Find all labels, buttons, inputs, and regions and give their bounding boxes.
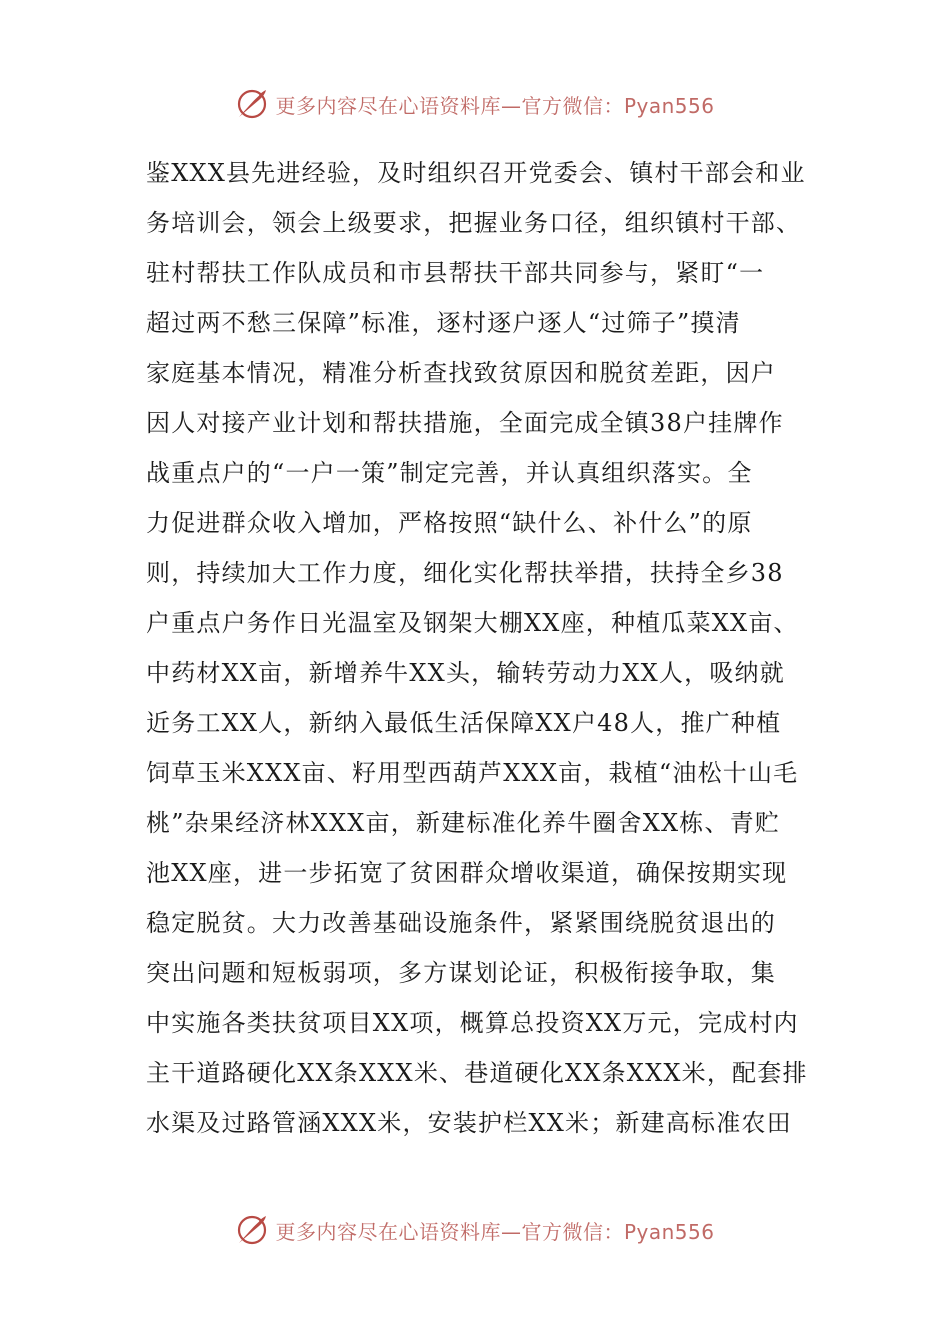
feather-pen-circle-icon (235, 1213, 269, 1247)
feather-pen-circle-icon (235, 87, 269, 121)
header-banner-text: 更多内容尽在心语资料库—官方微信：Pyan556 (275, 93, 715, 118)
text-line: 池XX座，进一步拓宽了贫困群众增收渠道，确保按期实现 (146, 859, 788, 887)
text-line: 水渠及过路管涵XXX米，安装护栏XX米；新建高标准农田 (146, 1109, 792, 1137)
text-line: 中实施各类扶贫项目XX项，概算总投资XX万元，完成村内 (146, 1009, 799, 1037)
text-line: 近务工XX人，新纳入最低生活保障XX户48人，推广种植 (146, 709, 782, 737)
text-line: 超过两不愁三保障”标准，逐村逐户逐人“过筛子”摸清 (146, 309, 741, 337)
text-line: 务培训会，领会上级要求，把握业务口径，组织镇村干部、 (146, 209, 802, 237)
text-line: 则，持续加大工作力度，细化实化帮扶举措，扶持全乡38 (146, 559, 784, 587)
header-watermark-banner (0, 84, 950, 124)
document-body (146, 148, 810, 1148)
text-line: 战重点户的“一户一策”制定完善，并认真组织落实。全 (146, 459, 753, 487)
text-line: 因人对接产业计划和帮扶措施，全面完成全镇38户挂牌作 (146, 409, 784, 437)
text-line: 鉴XXX县先进经验，及时组织召开党委会、镇村干部会和业 (146, 159, 806, 187)
text-line: 中药材XX亩，新增养牛XX头，输转劳动力XX人，吸纳就 (146, 659, 785, 687)
text-line: 户重点户务作日光温室及钢架大棚XX座，种植瓜菜XX亩、 (146, 609, 799, 637)
text-line: 力促进群众收入增加，严格按照“缺什么、补什么”的原 (146, 509, 753, 537)
text-line: 主干道路硬化XX条XXX米、巷道硬化XX条XXX米，配套排 (146, 1059, 808, 1087)
text-line: 家庭基本情况，精准分析查找致贫原因和脱贫差距，因户 (146, 359, 776, 387)
text-line: 稳定脱贫。大力改善基础设施条件，紧紧围绕脱贫退出的 (146, 909, 776, 937)
text-line: 突出问题和短板弱项，多方谋划论证，积极衔接争取，集 (146, 959, 776, 987)
footer-watermark-banner (0, 1210, 950, 1250)
footer-banner-text: 更多内容尽在心语资料库—官方微信：Pyan556 (275, 1219, 715, 1244)
text-line: 饲草玉米XXX亩、籽用型西葫芦XXX亩，栽植“油松十山毛 (146, 759, 799, 787)
text-line: 驻村帮扶工作队成员和市县帮扶干部共同参与，紧盯“一 (146, 259, 765, 287)
text-line: 桃”杂果经济林XXX亩，新建标准化养牛圈舍XX栋、青贮 (146, 809, 781, 837)
